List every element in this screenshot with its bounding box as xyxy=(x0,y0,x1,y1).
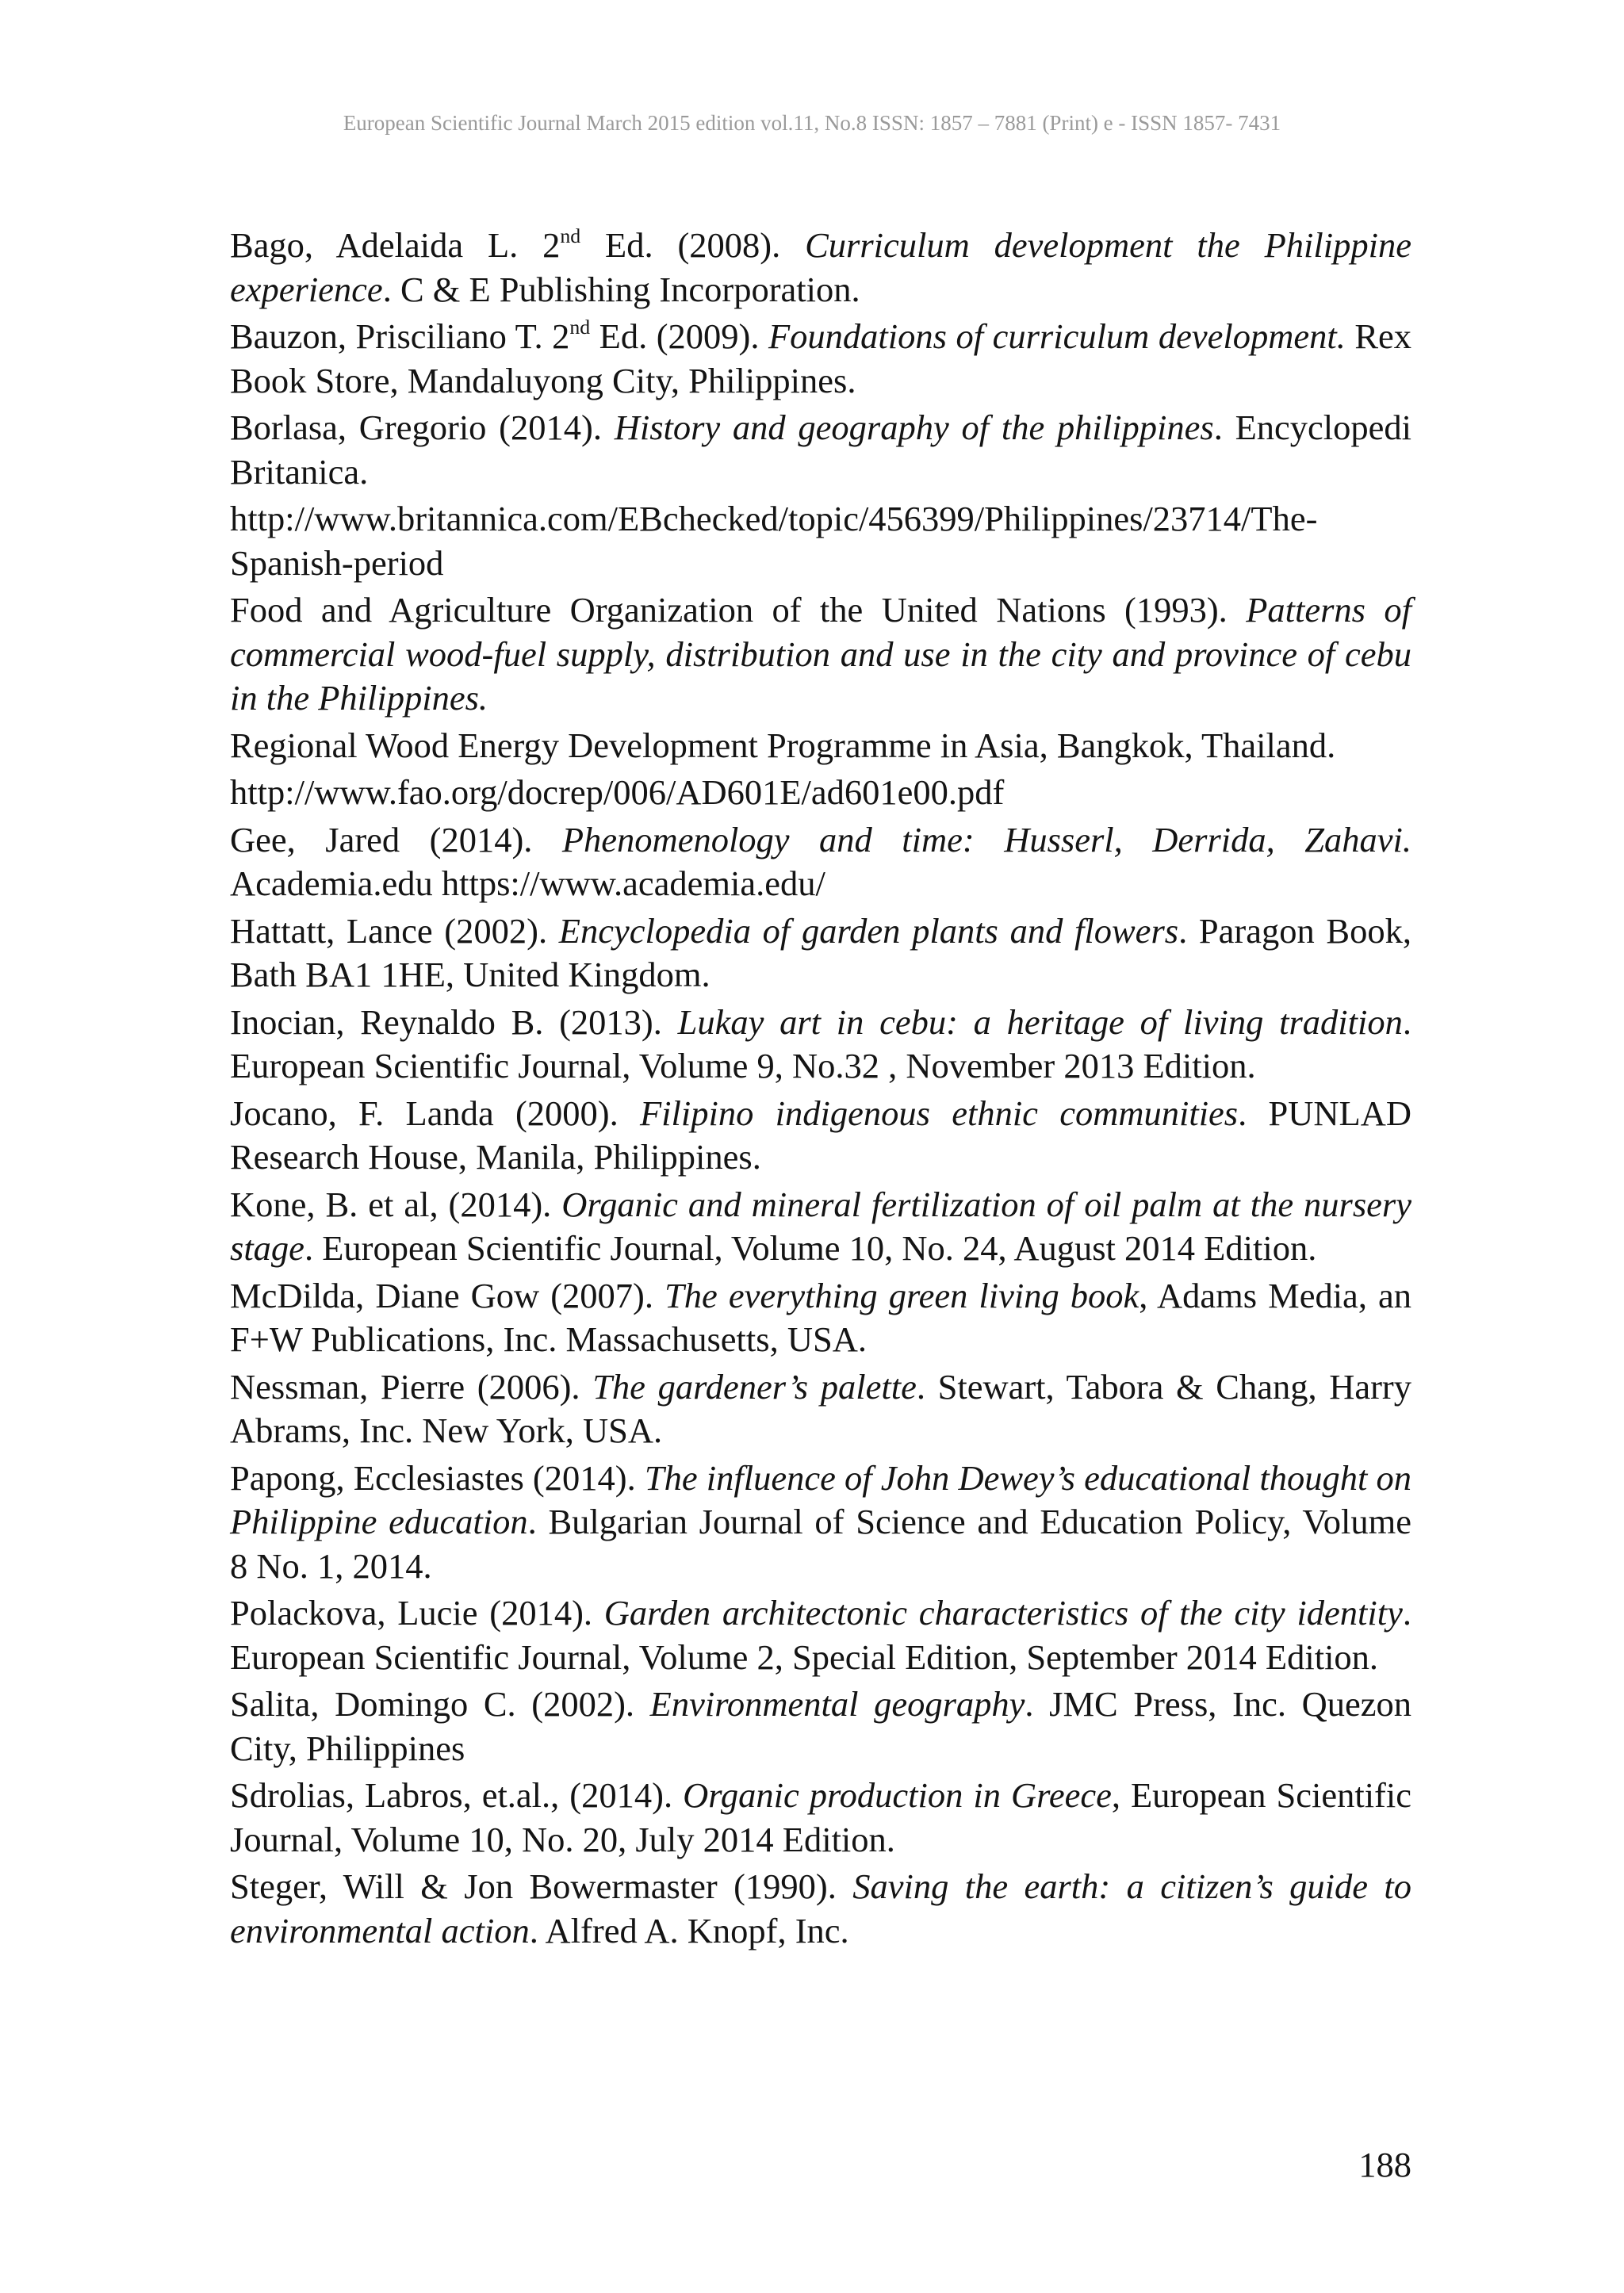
ref-publisher: . C & E Publishing Incorporation. xyxy=(382,269,860,309)
ref-title: Encyclopedia of garden plants and flowers xyxy=(558,910,1179,951)
reference-entry xyxy=(230,315,1411,403)
ref-edition: Ed. (2009). xyxy=(590,316,768,356)
ref-title: The gardener’s palette xyxy=(592,1366,917,1407)
reference-entry xyxy=(230,1365,1411,1453)
ref-author-year: Regional Wood Energy Development Programme in Asia, Bangkok, Thailand. xyxy=(230,725,1336,765)
ref-author-year: Salita, Domingo C. (2002). xyxy=(230,1684,650,1724)
reference-entry xyxy=(230,1774,1411,1862)
running-header: European Scientific Journal March 2015 edition vol.11, No.8 ISSN: 1857 – 7881 (Print) e - ISSN 1857- 7431 xyxy=(343,111,1281,135)
ref-publisher: . Encyclopedi Britanica. xyxy=(230,408,1411,492)
ref-author-year: Steger, Will & Jon Bowermaster (1990). xyxy=(230,1866,853,1906)
ref-title: Organic and mineral fertilization of oil palm at the nursery stage xyxy=(230,1184,1411,1268)
ref-publisher: Rex Book Store, Mandaluyong City, Philippines. xyxy=(230,316,1412,400)
reference-entry xyxy=(230,818,1411,906)
ref-author-year: Food and Agriculture Organization of the United Nations (1993). xyxy=(230,590,1247,630)
ref-publisher: , European Scientific Journal, Volume 10, No. 20, July 2014 Edition. xyxy=(230,1775,1411,1859)
ref-author-year: Borlasa, Gregorio (2014). xyxy=(230,408,615,447)
reference-entry xyxy=(230,1682,1411,1770)
ref-publisher: . Alfred A. Knopf, Inc. xyxy=(529,1910,849,1950)
ref-title: Curriculum development the Philippine experience xyxy=(230,225,1411,309)
ref-title: Lukay art in cebu: a heritage of living tradition xyxy=(677,1001,1403,1042)
reference-entry xyxy=(230,1865,1411,1953)
reference-entry xyxy=(230,1092,1411,1180)
ref-author-year: Gee, Jared (2014). xyxy=(230,819,562,859)
reference-entry xyxy=(230,724,1411,768)
ref-author-year: Kone, B. et al, (2014). xyxy=(230,1184,562,1224)
ref-publisher: . European Scientific Journal, Volume 9, No.32 , November 2013 Edition. xyxy=(230,1001,1411,1085)
ref-title: The everything green living book xyxy=(665,1275,1139,1315)
ref-title: History and geography of the philippines xyxy=(614,408,1214,447)
ref-title: Saving the earth: a citizen’s guide to environmental action xyxy=(230,1866,1411,1950)
reference-list xyxy=(230,224,1411,1953)
reference-entry xyxy=(230,224,1411,312)
page-number: 188 xyxy=(1358,2145,1411,2184)
reference-entry xyxy=(230,1457,1411,1589)
ref-author-year: Sdrolias, Labros, et.al., (2014). xyxy=(230,1775,684,1815)
ref-author-year: Bauzon, Prisciliano T. 2 xyxy=(230,316,570,356)
reference-entry xyxy=(230,406,1411,494)
ref-author-year: McDilda, Diane Gow (2007). xyxy=(230,1275,665,1315)
reference-entry xyxy=(230,1274,1411,1362)
ref-publisher: , Adams Media, an F+W Publications, Inc. Massachusetts, USA. xyxy=(230,1275,1411,1359)
ref-author-year: Inocian, Reynaldo B. (2013). xyxy=(230,1001,678,1042)
ref-title: Foundations of curriculum development. xyxy=(768,316,1346,356)
ref-title: Phenomenology and time: Husserl, Derrida, Zahavi. xyxy=(561,819,1411,859)
ref-author-year: Jocano, F. Landa (2000). xyxy=(230,1093,640,1133)
ref-publisher: . JMC Press, Inc. Quezon City, Philippines xyxy=(230,1684,1412,1768)
ref-publisher: . PUNLAD Research House, Manila, Philippines. xyxy=(230,1093,1411,1177)
ref-author-year: Nessman, Pierre (2006). xyxy=(230,1366,593,1407)
ref-author-year: Bago, Adelaida L. 2 xyxy=(230,225,561,265)
ref-publisher: Academia.edu https://www.academia.edu/ xyxy=(230,863,825,903)
ref-title: Garden architectonic characteristics of the city identity xyxy=(603,1593,1403,1633)
reference-entry xyxy=(230,1591,1411,1679)
ref-author-year: Hattatt, Lance (2002). xyxy=(230,910,559,951)
reference-entry xyxy=(230,588,1411,721)
ref-title: Environmental geography xyxy=(649,1684,1025,1724)
ref-title: The influence of John Dewey’s educational thought on Philippine education xyxy=(230,1457,1411,1541)
reference-entry xyxy=(230,909,1411,997)
ref-title: Filipino indigenous ethnic communities xyxy=(640,1093,1239,1133)
ref-title: Patterns of commercial wood-fuel supply, distribution and use in the city and province of cebu in the Philippines. xyxy=(230,590,1411,718)
ref-superscript: nd xyxy=(560,224,581,247)
ref-publisher: . Stewart, Tabora & Chang, Harry Abrams, Inc. New York, USA. xyxy=(230,1366,1411,1450)
reference-url[interactable]: http://www.fao.org/docrep/006/AD601E/ad601e00.pdf xyxy=(230,772,1005,812)
reference-entry xyxy=(230,1183,1411,1271)
ref-publisher: . Bulgarian Journal of Science and Education Policy, Volume 8 No. 1, 2014. xyxy=(230,1502,1411,1586)
ref-publisher: . European Scientific Journal, Volume 10, No. 24, August 2014 Edition. xyxy=(304,1228,1317,1268)
reference-url[interactable]: http://www.britannica.com/EBchecked/topic/456399/Philippines/23714/The-Spanish-period xyxy=(230,499,1318,583)
ref-author-year: Polackova, Lucie (2014). xyxy=(230,1593,604,1633)
ref-publisher: . European Scientific Journal, Volume 2, Special Edition, September 2014 Edition. xyxy=(230,1593,1411,1677)
ref-title: Organic production in Greece xyxy=(683,1775,1112,1815)
ref-author-year: Papong, Ecclesiastes (2014). xyxy=(230,1457,645,1498)
reference-entry xyxy=(230,1001,1411,1089)
ref-superscript: nd xyxy=(569,315,591,339)
ref-edition: Ed. (2008). xyxy=(580,225,806,265)
ref-publisher: . Paragon Book, Bath BA1 1HE, United Kingdom. xyxy=(230,910,1411,994)
